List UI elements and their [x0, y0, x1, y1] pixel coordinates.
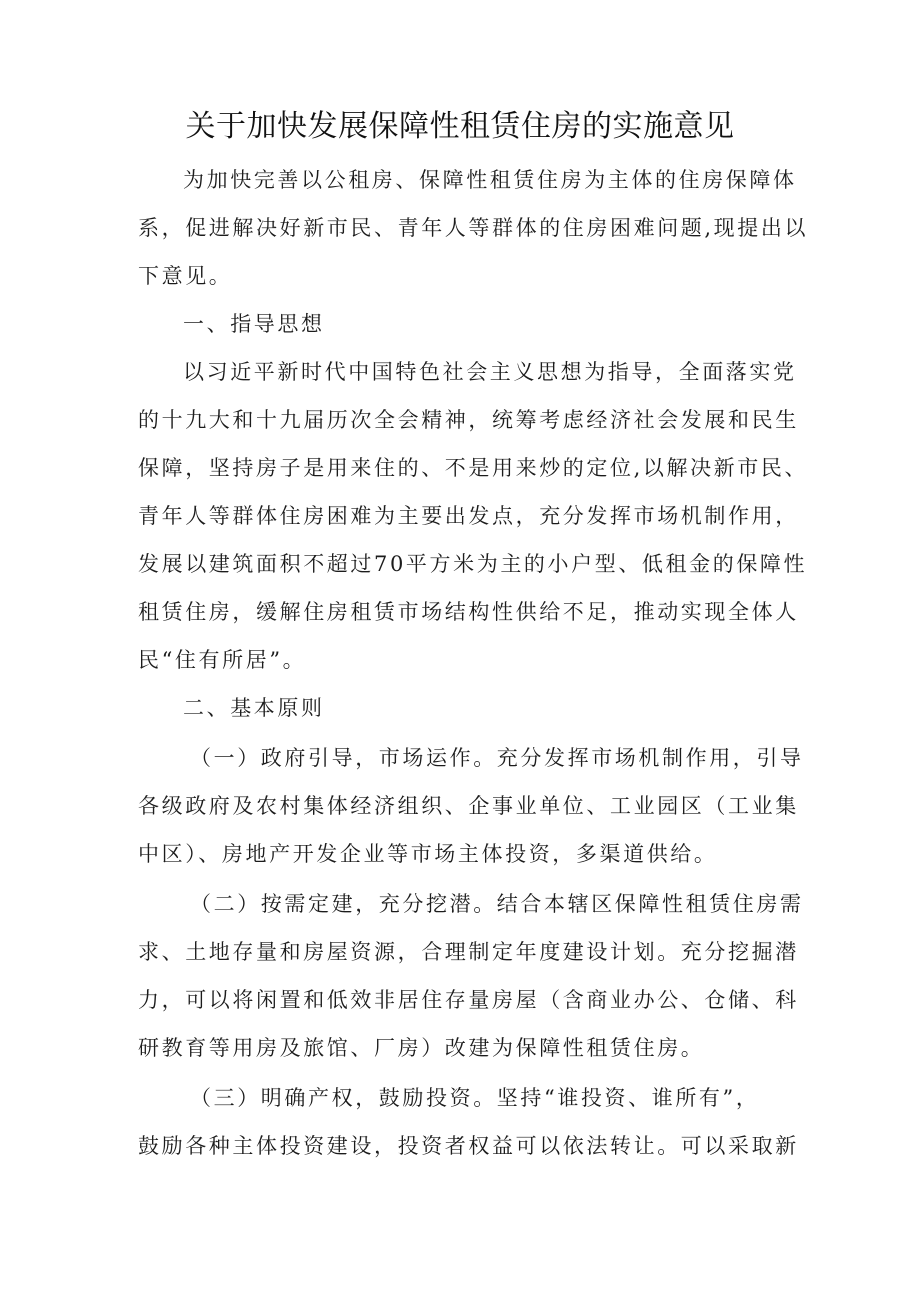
paragraph-line: 发展以建筑面积不超过70平方米为主的小户型、低租金的保障性 — [138, 552, 808, 576]
paragraph-line: 研教育等用房及旅馆、厂房）改建为保障性租赁住房。 — [138, 1036, 705, 1060]
paragraph-line: 租赁住房，缓解住房租赁市场结构性供给不足，推动实现全体人 — [138, 600, 799, 624]
paragraph-line: 保障，坚持房子是用来住的、不是用来炒的定位,以解决新市民、 — [138, 456, 809, 480]
paragraph-line: 系，促进解决好新市民、青年人等群体的住房困难问题,现提出以 — [138, 216, 809, 240]
paragraph-line: 下意见。 — [138, 264, 233, 288]
section-heading: 二、基本原则 — [183, 696, 325, 720]
paragraph-line: 民“住有所居”。 — [138, 648, 307, 672]
paragraph-line: 以习近平新时代中国特色社会主义思想为指导，全面落实党 — [183, 360, 797, 384]
paragraph-line: 青年人等群体住房困难为主要出发点，充分发挥市场机制作用， — [138, 504, 799, 528]
paragraph-line: 中区）、房地产开发企业等市场主体投资，多渠道供给。 — [138, 842, 718, 866]
paragraph-line: 鼓励各种主体投资建设，投资者权益可以依法转让。可以采取新 — [138, 1134, 799, 1158]
paragraph-line: （三）明确产权，鼓励投资。坚持“谁投资、谁所有”， — [190, 1086, 760, 1110]
section-heading: 一、指导思想 — [183, 312, 325, 336]
paragraph-line: （一）政府引导，市场运作。充分发挥市场机制作用，引导 — [190, 746, 804, 770]
document-title: 关于加快发展保障性租赁住房的实施意见 — [185, 109, 735, 144]
paragraph-line: 力，可以将闲置和低效非居住存量房屋（含商业办公、仓储、科 — [138, 988, 799, 1012]
paragraph-line: 的十九大和十九届历次全会精神，统筹考虑经济社会发展和民生 — [138, 408, 799, 432]
paragraph-line: 为加快完善以公租房、保障性租赁住房为主体的住房保障体 — [183, 168, 797, 192]
paragraph-line: 各级政府及农村集体经济组织、企事业单位、工业园区（工业集 — [138, 794, 799, 818]
paragraph-line: 求、土地存量和房屋资源，合理制定年度建设计划。充分挖掘潜 — [138, 940, 799, 964]
paragraph-line: （二）按需定建，充分挖潜。结合本辖区保障性租赁住房需 — [190, 892, 804, 916]
